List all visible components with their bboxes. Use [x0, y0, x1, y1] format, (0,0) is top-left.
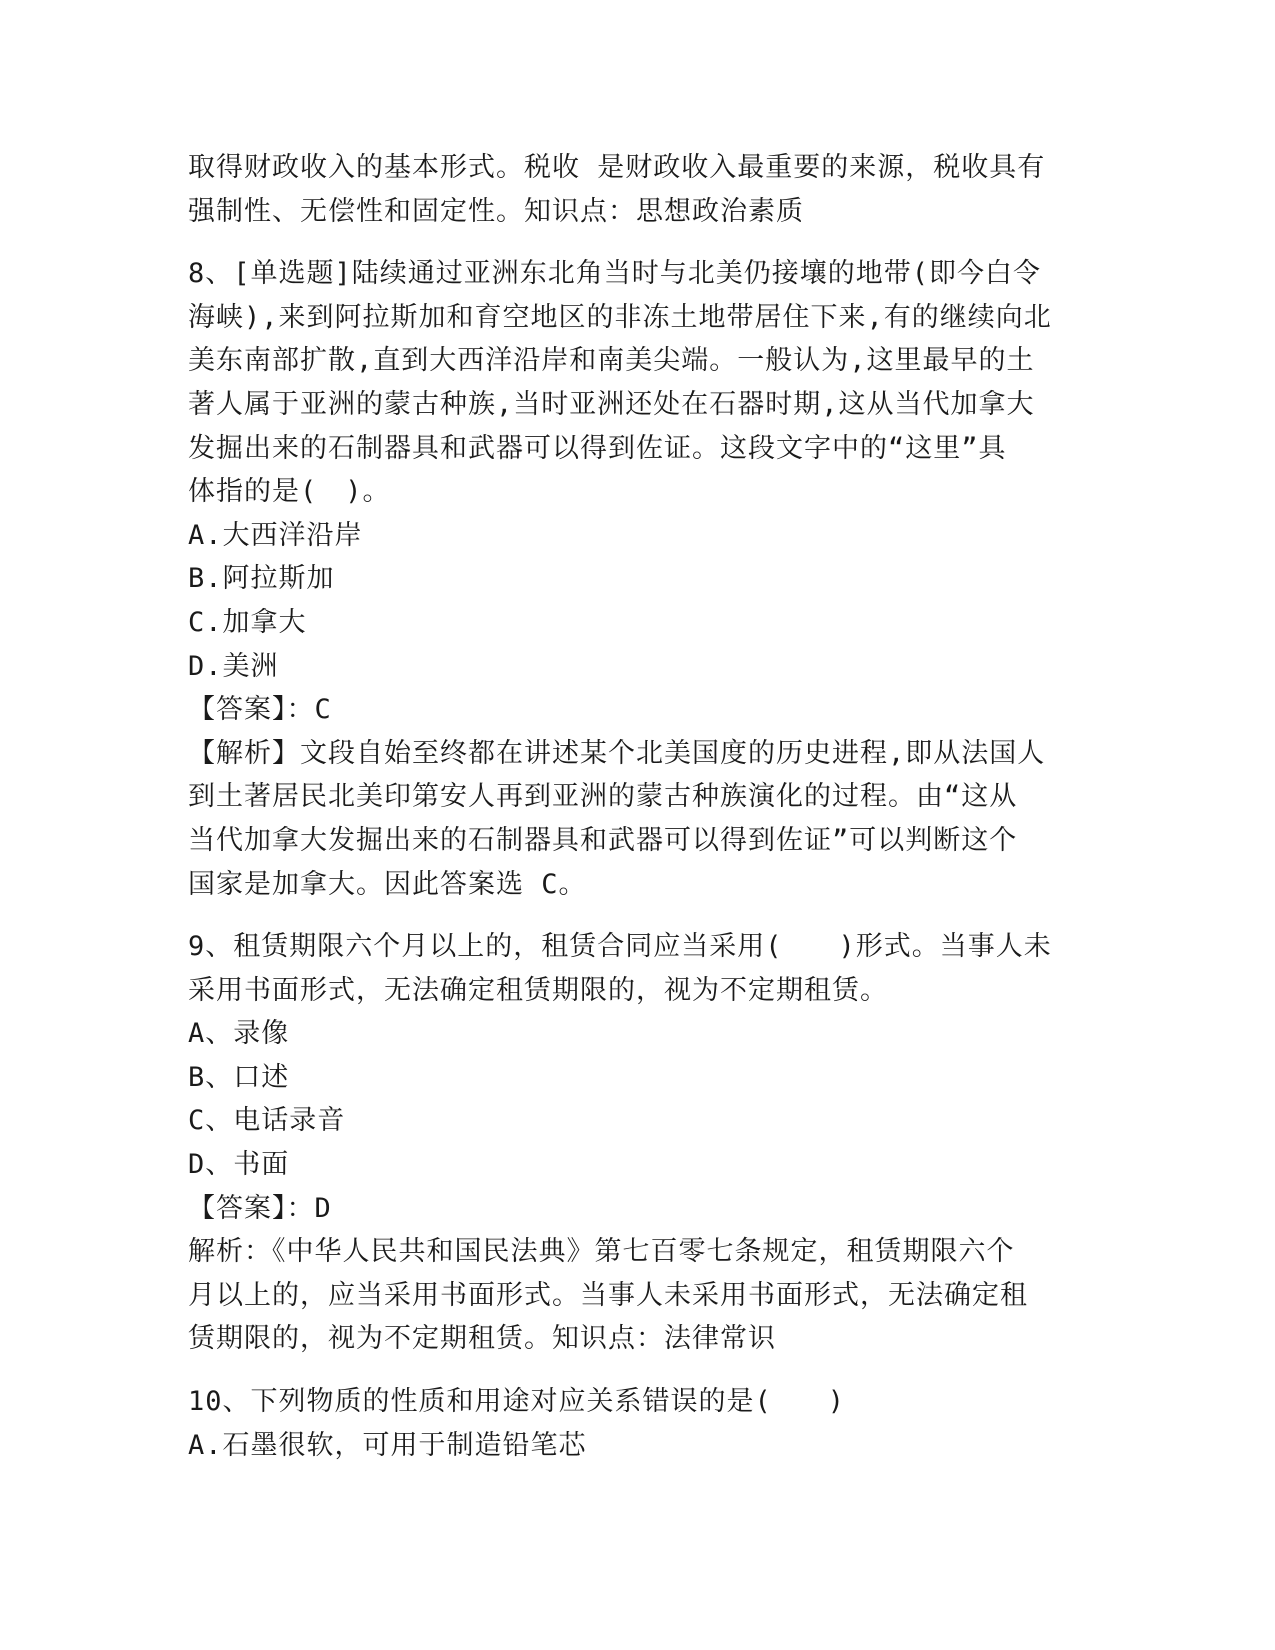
question-10: [188, 1380, 1068, 1467]
option-a: A.石墨很软，可用于制造铅笔芯: [188, 1429, 587, 1461]
paragraph-gap: [188, 1361, 1068, 1380]
analysis-line: 解析：《中华人民共和国民法典》第七百零七条规定，租赁期限六个: [188, 1236, 1015, 1268]
question-stem-line: 美东南部扩散,直到大西洋沿岸和南美尖端。一般认为,这里最早的土: [188, 345, 1035, 377]
option-b: B、口述: [188, 1061, 290, 1093]
analysis-line: 国家是加拿大。因此答案选 C。: [188, 868, 587, 900]
option-a: A、录像: [188, 1018, 290, 1050]
option-d: D.美洲: [188, 650, 279, 682]
option-c: C.加拿大: [188, 606, 307, 638]
document-content: [188, 146, 1068, 1467]
question-stem-line: 海峡),来到阿拉斯加和育空地区的非冻土地带居住下来,有的继续向北: [188, 301, 1052, 333]
analysis-line: 月以上的，应当采用书面形式。当事人未采用书面形式，无法确定租: [188, 1279, 1028, 1311]
question-stem-line: 著人属于亚洲的蒙古种族,当时亚洲还处在石器时期,这从当代加拿大: [188, 388, 1035, 420]
question-stem-line: 8、[单选题]陆续通过亚洲东北角当时与北美仍接壤的地带(即今白令: [188, 258, 1042, 290]
intro-paragraph: [188, 146, 1068, 233]
option-d: D、书面: [188, 1149, 290, 1181]
option-b: B.阿拉斯加: [188, 563, 335, 595]
analysis-line: 到土著居民北美印第安人再到亚洲的蒙古种族演化的过程。由“这从: [188, 781, 1018, 813]
paragraph-gap: [188, 906, 1068, 925]
analysis-line: 【解析】文段自始至终都在讲述某个北美国度的历史进程,即从法国人: [188, 737, 1046, 769]
question-stem-line: 10、下列物质的性质和用途对应关系错误的是( ): [188, 1386, 846, 1418]
option-c: C、电话录音: [188, 1105, 346, 1137]
question-stem-line: 采用书面形式，无法确定租赁期限的，视为不定期租赁。: [188, 974, 888, 1006]
paragraph-gap: [188, 233, 1068, 252]
question-8: [188, 252, 1068, 906]
answer-line: 【答案】：C: [188, 694, 332, 726]
question-stem-line: 9、租赁期限六个月以上的，租赁合同应当采用( )形式。当事人未: [188, 931, 1052, 963]
analysis-line: 当代加拿大发掘出来的石制器具和武器可以得到佐证”可以判断这个: [188, 824, 1018, 856]
question-9: [188, 925, 1068, 1361]
question-stem-line: 体指的是( )。: [188, 476, 391, 508]
option-a: A.大西洋沿岸: [188, 519, 363, 551]
intro-line: 取得财政收入的基本形式。税收 是财政收入最重要的来源，税收具有: [188, 152, 1046, 183]
intro-line: 强制性、无偿性和固定性。知识点：思想政治素质: [188, 195, 804, 227]
answer-line: 【答案】：D: [188, 1192, 332, 1224]
analysis-line: 赁期限的，视为不定期租赁。知识点：法律常识: [188, 1323, 776, 1355]
question-stem-line: 发掘出来的石制器具和武器可以得到佐证。这段文字中的“这里”具: [188, 432, 1007, 464]
